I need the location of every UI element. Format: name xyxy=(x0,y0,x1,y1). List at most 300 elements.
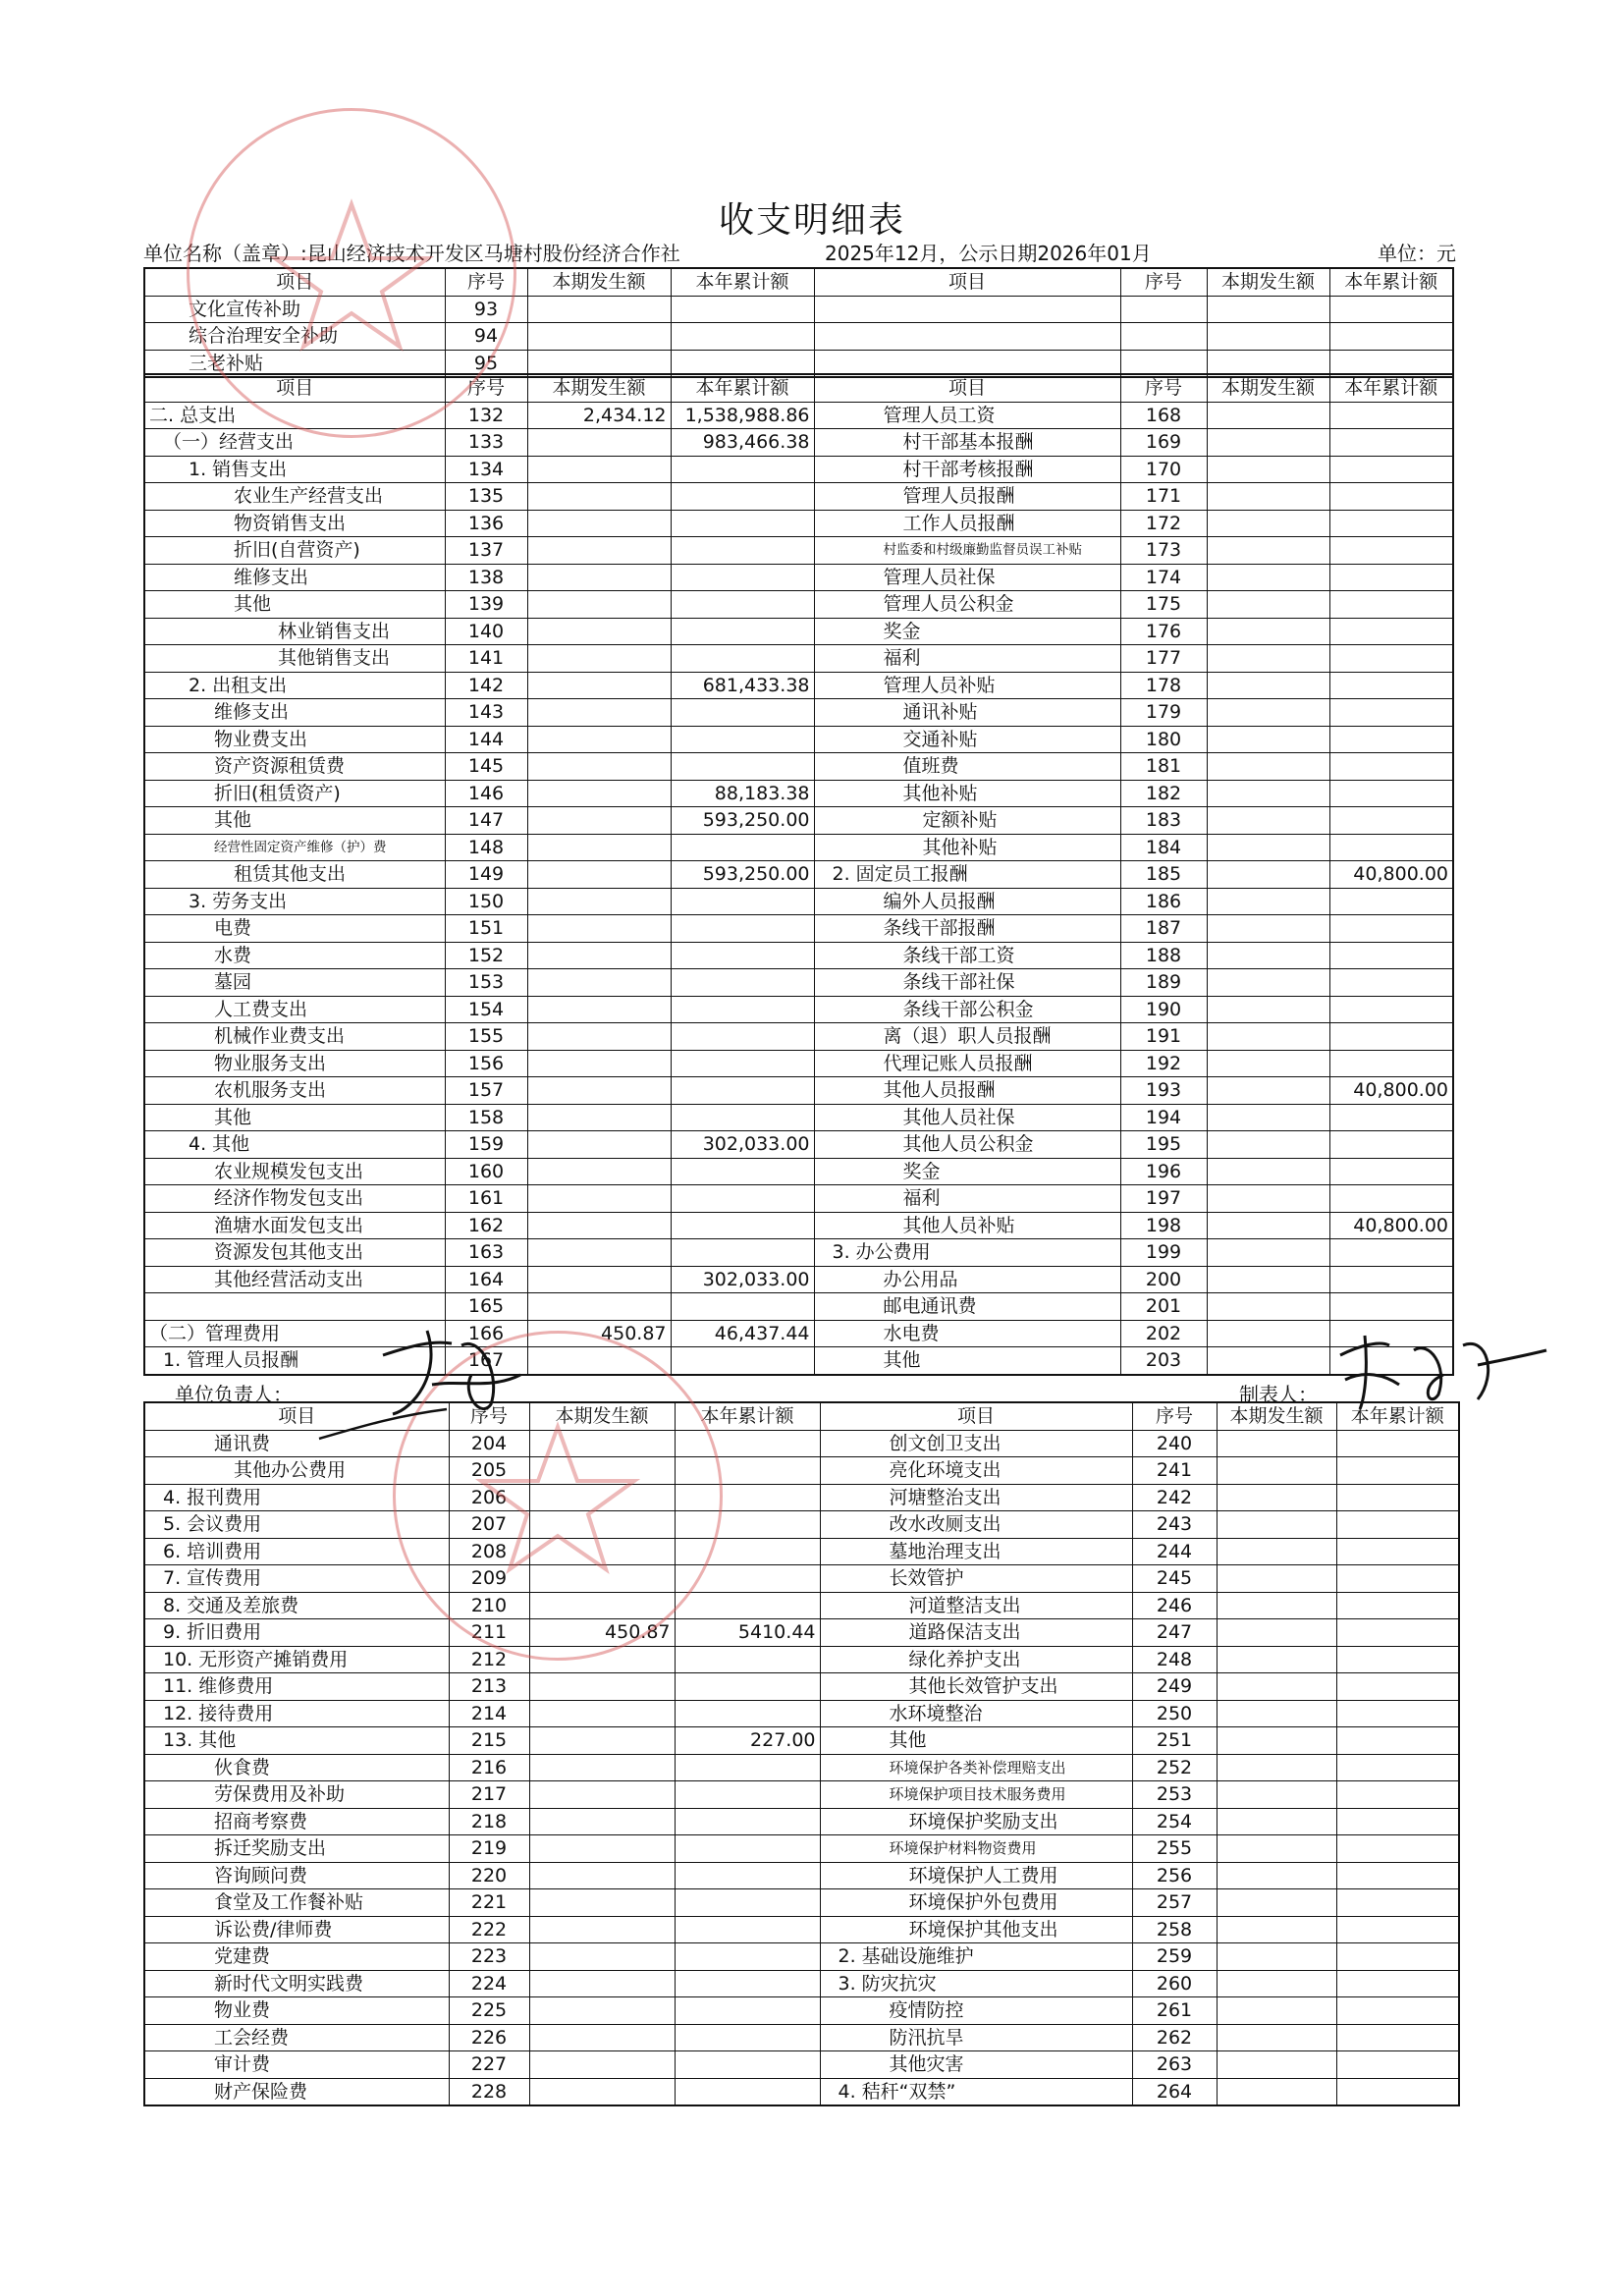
left-item-current xyxy=(527,564,671,591)
left-item-ytd xyxy=(675,1673,820,1701)
right-item-current xyxy=(1217,1754,1336,1781)
right-item-ytd xyxy=(1329,834,1453,861)
table-row xyxy=(144,1700,1459,1727)
left-item-name: 劳保费用及补助 xyxy=(144,1781,449,1809)
left-item-current xyxy=(527,726,671,753)
left-item-name: 其他销售支出 xyxy=(144,645,445,673)
left-item-current xyxy=(529,1943,675,1971)
left-item-seq: 152 xyxy=(445,942,527,969)
left-item-name: 物资销售支出 xyxy=(144,510,445,537)
left-item-name: 经营性固定资产维修（护）费 xyxy=(144,834,445,861)
left-item-current xyxy=(527,323,671,351)
left-item-ytd xyxy=(671,1050,814,1077)
left-item-ytd xyxy=(675,1754,820,1781)
left-item-seq: 227 xyxy=(449,2051,529,2079)
right-item-seq: 192 xyxy=(1120,1050,1207,1077)
right-item-seq: 264 xyxy=(1132,2078,1217,2105)
left-item-seq: 136 xyxy=(445,510,527,537)
right-item-current xyxy=(1217,2051,1336,2079)
left-item-seq: 213 xyxy=(449,1673,529,1701)
left-item-current xyxy=(529,1808,675,1835)
left-item-current xyxy=(527,1347,671,1375)
right-item-ytd xyxy=(1329,780,1453,807)
left-item-name: 9. 折旧费用 xyxy=(144,1619,449,1647)
right-item-name: 水环境整治 xyxy=(820,1700,1132,1727)
left-item-name: 12. 接待费用 xyxy=(144,1700,449,1727)
right-item-current xyxy=(1217,1808,1336,1835)
table-row xyxy=(144,1185,1453,1213)
right-item-ytd xyxy=(1329,537,1453,565)
right-item-name: 其他补贴 xyxy=(814,834,1120,861)
right-item-seq: 196 xyxy=(1120,1158,1207,1185)
right-item-seq: 249 xyxy=(1132,1673,1217,1701)
left-item-current xyxy=(527,699,671,727)
left-item-name: 电费 xyxy=(144,915,445,943)
right-item-ytd: 40,800.00 xyxy=(1329,861,1453,889)
right-item-ytd xyxy=(1336,1457,1459,1485)
left-item-current xyxy=(529,1700,675,1727)
right-item-name: 管理人员补贴 xyxy=(814,672,1120,699)
right-item-current xyxy=(1207,1131,1329,1159)
right-item-ytd xyxy=(1336,1943,1459,1971)
right-item-name: 环境保护外包费用 xyxy=(820,1889,1132,1917)
right-item-name: 条线干部社保 xyxy=(814,969,1120,997)
right-item-seq: 182 xyxy=(1120,780,1207,807)
table-row xyxy=(144,456,1453,483)
right-item-seq: 250 xyxy=(1132,1700,1217,1727)
right-item-seq: 194 xyxy=(1120,1104,1207,1131)
left-item-seq: 144 xyxy=(445,726,527,753)
column-header-item: 项目 xyxy=(814,374,1120,402)
right-item-ytd xyxy=(1336,1970,1459,1997)
left-item-name: 资产资源租赁费 xyxy=(144,753,445,781)
right-item-seq: 193 xyxy=(1120,1077,1207,1105)
unit-leader-label: 单位负责人： xyxy=(175,1383,293,1406)
table-row xyxy=(144,2024,1459,2051)
left-item-seq: 137 xyxy=(445,537,527,565)
left-item-ytd xyxy=(675,1943,820,1971)
right-item-seq: 255 xyxy=(1132,1835,1217,1863)
right-item-seq: 256 xyxy=(1132,1862,1217,1889)
right-item-name: 3. 防灾抗灾 xyxy=(820,1970,1132,1997)
left-item-current xyxy=(529,1565,675,1593)
right-item-ytd xyxy=(1329,969,1453,997)
right-item-seq: 257 xyxy=(1132,1889,1217,1917)
right-item-ytd xyxy=(1329,564,1453,591)
right-item-name: 4. 秸秆“双禁” xyxy=(820,2078,1132,2105)
table-row xyxy=(144,645,1453,673)
left-item-name: 农业生产经营支出 xyxy=(144,483,445,511)
table-row xyxy=(144,402,1453,429)
right-item-seq: 181 xyxy=(1120,753,1207,781)
right-item-name: 河塘整治支出 xyxy=(820,1484,1132,1511)
right-item-ytd xyxy=(1329,753,1453,781)
column-header-current: 本期发生额 xyxy=(527,374,671,402)
left-item-ytd: 227.00 xyxy=(675,1727,820,1755)
right-item-name: 长效管护 xyxy=(820,1565,1132,1593)
left-item-name: 新时代文明实践费 xyxy=(144,1970,449,1997)
left-item-current xyxy=(529,1430,675,1457)
left-item-seq: 204 xyxy=(449,1430,529,1457)
right-item-current xyxy=(1207,753,1329,781)
left-item-current xyxy=(527,996,671,1023)
right-item-ytd xyxy=(1336,1808,1459,1835)
table-row xyxy=(144,834,1453,861)
left-item-ytd xyxy=(671,510,814,537)
left-item-current xyxy=(529,1538,675,1565)
left-item-name: 机械作业费支出 xyxy=(144,1023,445,1051)
right-item-name: 条线干部工资 xyxy=(814,942,1120,969)
left-item-name: 财产保险费 xyxy=(144,2078,449,2105)
right-item-seq: 185 xyxy=(1120,861,1207,889)
left-item-ytd xyxy=(675,1835,820,1863)
right-item-ytd xyxy=(1329,1266,1453,1293)
left-item-name xyxy=(144,1293,445,1321)
table-row xyxy=(144,1293,1453,1321)
left-item-ytd xyxy=(675,1646,820,1673)
right-item-name: 亮化环境支出 xyxy=(820,1457,1132,1485)
right-item-current xyxy=(1207,618,1329,645)
column-header-ytd: 本年累计额 xyxy=(1336,1402,1459,1430)
column-header-ytd: 本年累计额 xyxy=(1329,268,1453,296)
column-header-seq: 序号 xyxy=(449,1402,529,1430)
table-row xyxy=(144,1320,1453,1347)
right-item-current xyxy=(1207,483,1329,511)
left-item-seq: 156 xyxy=(445,1050,527,1077)
left-item-name: 物业费支出 xyxy=(144,726,445,753)
right-item-name: 2. 基础设施维护 xyxy=(820,1943,1132,1971)
right-item-ytd xyxy=(1329,1104,1453,1131)
right-item-current xyxy=(1207,537,1329,565)
left-item-name: 4. 报刊费用 xyxy=(144,1484,449,1511)
right-item-name: 条线干部报酬 xyxy=(814,915,1120,943)
left-item-current xyxy=(527,807,671,835)
right-item-name: 福利 xyxy=(814,1185,1120,1213)
table-row xyxy=(144,1565,1459,1593)
right-item-ytd xyxy=(1329,1158,1453,1185)
left-item-current xyxy=(527,645,671,673)
right-item-current xyxy=(1207,861,1329,889)
left-item-current: 2,434.12 xyxy=(527,402,671,429)
right-item-ytd xyxy=(1336,2078,1459,2105)
table-row xyxy=(144,699,1453,727)
right-item-name: 其他人员补贴 xyxy=(814,1212,1120,1239)
table-row xyxy=(144,429,1453,457)
left-item-current xyxy=(529,1646,675,1673)
right-item-seq: 171 xyxy=(1120,483,1207,511)
table-maker-label: 制表人： xyxy=(1239,1383,1318,1406)
right-item-current xyxy=(1207,1185,1329,1213)
left-item-ytd xyxy=(671,564,814,591)
left-item-ytd: 88,183.38 xyxy=(671,780,814,807)
left-item-seq: 146 xyxy=(445,780,527,807)
right-item-ytd xyxy=(1336,1889,1459,1917)
column-header-item: 项目 xyxy=(820,1402,1132,1430)
right-item-name: 条线干部公积金 xyxy=(814,996,1120,1023)
right-item-seq: 247 xyxy=(1132,1619,1217,1647)
left-item-current xyxy=(529,2024,675,2051)
left-item-name: 二. 总支出 xyxy=(144,402,445,429)
table-row xyxy=(144,1104,1453,1131)
left-item-seq: 206 xyxy=(449,1484,529,1511)
left-item-current xyxy=(527,456,671,483)
left-item-current xyxy=(529,1781,675,1809)
left-item-ytd xyxy=(675,2024,820,2051)
left-item-ytd xyxy=(675,1997,820,2025)
right-item-ytd xyxy=(1329,1239,1453,1267)
left-item-seq: 143 xyxy=(445,699,527,727)
left-item-name: 7. 宣传费用 xyxy=(144,1565,449,1593)
left-item-ytd xyxy=(671,1347,814,1375)
right-item-name: 其他 xyxy=(820,1727,1132,1755)
right-item-seq: 198 xyxy=(1120,1212,1207,1239)
right-item-current xyxy=(1217,1484,1336,1511)
left-item-name: 其他 xyxy=(144,807,445,835)
right-item-current xyxy=(1207,1266,1329,1293)
left-item-ytd xyxy=(671,915,814,943)
left-item-name: 招商考察费 xyxy=(144,1808,449,1835)
left-item-ytd xyxy=(671,753,814,781)
right-item-ytd xyxy=(1329,1023,1453,1051)
right-item-current xyxy=(1217,1538,1336,1565)
left-item-ytd xyxy=(671,699,814,727)
table-row xyxy=(144,726,1453,753)
left-item-seq: 141 xyxy=(445,645,527,673)
left-item-seq: 154 xyxy=(445,996,527,1023)
right-item-name: 其他补贴 xyxy=(814,780,1120,807)
left-item-seq: 210 xyxy=(449,1592,529,1619)
left-item-ytd xyxy=(671,1212,814,1239)
right-item-current xyxy=(1207,1023,1329,1051)
left-item-seq: 95 xyxy=(445,350,527,377)
right-item-name: 环境保护材料物资费用 xyxy=(820,1835,1132,1863)
table-row xyxy=(144,2078,1459,2105)
table-row xyxy=(144,807,1453,835)
left-item-ytd xyxy=(675,1511,820,1539)
right-item-ytd xyxy=(1336,1619,1459,1647)
right-item-seq: 186 xyxy=(1120,888,1207,915)
left-item-current xyxy=(527,861,671,889)
left-item-current xyxy=(527,834,671,861)
right-item-current xyxy=(1207,1212,1329,1239)
unit-name: 单位名称（盖章）:昆山经济技术开发区马塘村股份经济合作社 xyxy=(143,242,680,265)
left-item-current xyxy=(527,1131,671,1159)
table-row xyxy=(144,1131,1453,1159)
table-expenses-main xyxy=(143,373,1454,1376)
left-item-ytd xyxy=(671,618,814,645)
table-row xyxy=(144,1619,1459,1647)
left-item-current xyxy=(527,1266,671,1293)
right-item-current xyxy=(1217,1889,1336,1917)
left-item-ytd: 983,466.38 xyxy=(671,429,814,457)
right-item-seq: 253 xyxy=(1132,1781,1217,1809)
right-item-current xyxy=(1207,1158,1329,1185)
left-item-name: 通讯费 xyxy=(144,1430,449,1457)
left-item-ytd xyxy=(671,888,814,915)
right-item-name: 值班费 xyxy=(814,753,1120,781)
right-item-current xyxy=(1207,807,1329,835)
right-item-seq: 178 xyxy=(1120,672,1207,699)
right-item-seq: 261 xyxy=(1132,1997,1217,2025)
left-item-current xyxy=(529,1592,675,1619)
right-item-name: 创文创卫支出 xyxy=(820,1430,1132,1457)
left-item-current xyxy=(527,1158,671,1185)
left-item-ytd xyxy=(675,2051,820,2079)
table-row xyxy=(144,510,1453,537)
right-item-ytd xyxy=(1329,402,1453,429)
right-item-seq: 248 xyxy=(1132,1646,1217,1673)
right-empty-ytd xyxy=(1329,296,1453,323)
right-item-seq: 260 xyxy=(1132,1970,1217,1997)
left-item-ytd xyxy=(675,2078,820,2105)
table-row xyxy=(144,1808,1459,1835)
right-item-seq: 202 xyxy=(1120,1320,1207,1347)
right-empty-name xyxy=(814,296,1120,323)
column-header-item: 项目 xyxy=(144,268,445,296)
left-item-name: （二）管理费用 xyxy=(144,1320,445,1347)
right-item-current xyxy=(1207,834,1329,861)
left-item-ytd xyxy=(675,1565,820,1593)
left-item-current xyxy=(527,1239,671,1267)
right-item-seq: 246 xyxy=(1132,1592,1217,1619)
right-empty-current xyxy=(1207,296,1329,323)
left-item-seq: 218 xyxy=(449,1808,529,1835)
right-item-name: 其他 xyxy=(814,1347,1120,1375)
right-item-ytd xyxy=(1329,456,1453,483)
left-item-current xyxy=(527,483,671,511)
left-item-name: 其他 xyxy=(144,591,445,619)
left-item-ytd xyxy=(675,1700,820,1727)
left-item-current xyxy=(527,510,671,537)
left-item-ytd xyxy=(671,1023,814,1051)
left-item-name: 工会经费 xyxy=(144,2024,449,2051)
left-item-ytd xyxy=(675,1430,820,1457)
right-item-current xyxy=(1207,645,1329,673)
left-item-name: 其他办公费用 xyxy=(144,1457,449,1485)
right-item-ytd xyxy=(1336,1646,1459,1673)
right-item-seq: 252 xyxy=(1132,1754,1217,1781)
left-item-ytd xyxy=(671,483,814,511)
table-row xyxy=(144,1212,1453,1239)
right-item-ytd xyxy=(1329,618,1453,645)
left-item-name: 折旧(自营资产) xyxy=(144,537,445,565)
left-item-name: 人工费支出 xyxy=(144,996,445,1023)
column-header-seq: 序号 xyxy=(1132,1402,1217,1430)
table-header-row xyxy=(144,1402,1459,1430)
right-item-current xyxy=(1207,1347,1329,1375)
left-item-ytd xyxy=(675,1538,820,1565)
left-item-seq: 219 xyxy=(449,1835,529,1863)
left-item-seq: 164 xyxy=(445,1266,527,1293)
table-row xyxy=(144,1781,1459,1809)
right-item-seq: 189 xyxy=(1120,969,1207,997)
right-empty-seq xyxy=(1120,296,1207,323)
right-item-name: 村干部考核报酬 xyxy=(814,456,1120,483)
right-item-seq: 203 xyxy=(1120,1347,1207,1375)
right-item-seq: 173 xyxy=(1120,537,1207,565)
table-row xyxy=(144,996,1453,1023)
column-header-item: 项目 xyxy=(144,374,445,402)
right-item-current xyxy=(1207,564,1329,591)
right-item-name: 通讯补贴 xyxy=(814,699,1120,727)
right-item-current xyxy=(1217,1997,1336,2025)
left-item-ytd xyxy=(671,1239,814,1267)
right-item-current xyxy=(1217,1916,1336,1943)
right-item-seq: 169 xyxy=(1120,429,1207,457)
right-item-seq: 199 xyxy=(1120,1239,1207,1267)
left-item-name: 食堂及工作餐补贴 xyxy=(144,1889,449,1917)
left-item-current xyxy=(529,1862,675,1889)
left-item-seq: 153 xyxy=(445,969,527,997)
table-row xyxy=(144,1970,1459,1997)
right-item-ytd xyxy=(1336,1538,1459,1565)
left-item-ytd xyxy=(675,1484,820,1511)
right-item-name: 2. 固定员工报酬 xyxy=(814,861,1120,889)
left-item-current xyxy=(527,1023,671,1051)
right-item-name: 邮电通讯费 xyxy=(814,1293,1120,1321)
right-item-ytd xyxy=(1329,645,1453,673)
column-header-item: 项目 xyxy=(814,268,1120,296)
right-item-name: 改水改厕支出 xyxy=(820,1511,1132,1539)
right-item-ytd xyxy=(1336,1754,1459,1781)
left-item-ytd xyxy=(675,1808,820,1835)
right-item-name: 环境保护各类补偿理赔支出 xyxy=(820,1754,1132,1781)
right-item-seq: 251 xyxy=(1132,1727,1217,1755)
column-header-seq: 序号 xyxy=(1120,268,1207,296)
right-item-seq: 184 xyxy=(1120,834,1207,861)
right-item-name: 办公用品 xyxy=(814,1266,1120,1293)
right-item-seq: 175 xyxy=(1120,591,1207,619)
left-item-current xyxy=(527,1293,671,1321)
left-item-ytd xyxy=(675,1970,820,1997)
left-item-seq: 158 xyxy=(445,1104,527,1131)
left-item-current xyxy=(529,2078,675,2105)
table-row xyxy=(144,537,1453,565)
left-item-ytd xyxy=(671,323,814,351)
left-item-seq: 133 xyxy=(445,429,527,457)
left-item-seq: 215 xyxy=(449,1727,529,1755)
left-item-seq: 209 xyxy=(449,1565,529,1593)
left-item-current xyxy=(529,2051,675,2079)
table-subsidies xyxy=(143,267,1454,378)
right-item-ytd xyxy=(1336,1592,1459,1619)
right-item-current xyxy=(1207,1239,1329,1267)
right-item-ytd xyxy=(1336,1673,1459,1701)
left-item-ytd xyxy=(675,1862,820,1889)
table-row xyxy=(144,888,1453,915)
right-empty-ytd xyxy=(1329,323,1453,351)
right-item-current xyxy=(1217,1943,1336,1971)
right-item-current xyxy=(1207,726,1329,753)
right-item-name: 管理人员工资 xyxy=(814,402,1120,429)
left-item-current xyxy=(527,296,671,323)
right-item-seq: 191 xyxy=(1120,1023,1207,1051)
left-item-name: 1. 管理人员报酬 xyxy=(144,1347,445,1375)
left-item-name: 党建费 xyxy=(144,1943,449,1971)
table-row xyxy=(144,1862,1459,1889)
right-item-ytd xyxy=(1329,915,1453,943)
left-item-seq: 167 xyxy=(445,1347,527,1375)
table-row xyxy=(144,780,1453,807)
left-item-current xyxy=(527,780,671,807)
right-item-ytd xyxy=(1336,1727,1459,1755)
left-item-seq: 216 xyxy=(449,1754,529,1781)
right-item-seq: 195 xyxy=(1120,1131,1207,1159)
right-item-current xyxy=(1217,1646,1336,1673)
left-item-ytd xyxy=(671,296,814,323)
column-header-item: 项目 xyxy=(144,1402,449,1430)
right-item-name: 其他人员社保 xyxy=(814,1104,1120,1131)
